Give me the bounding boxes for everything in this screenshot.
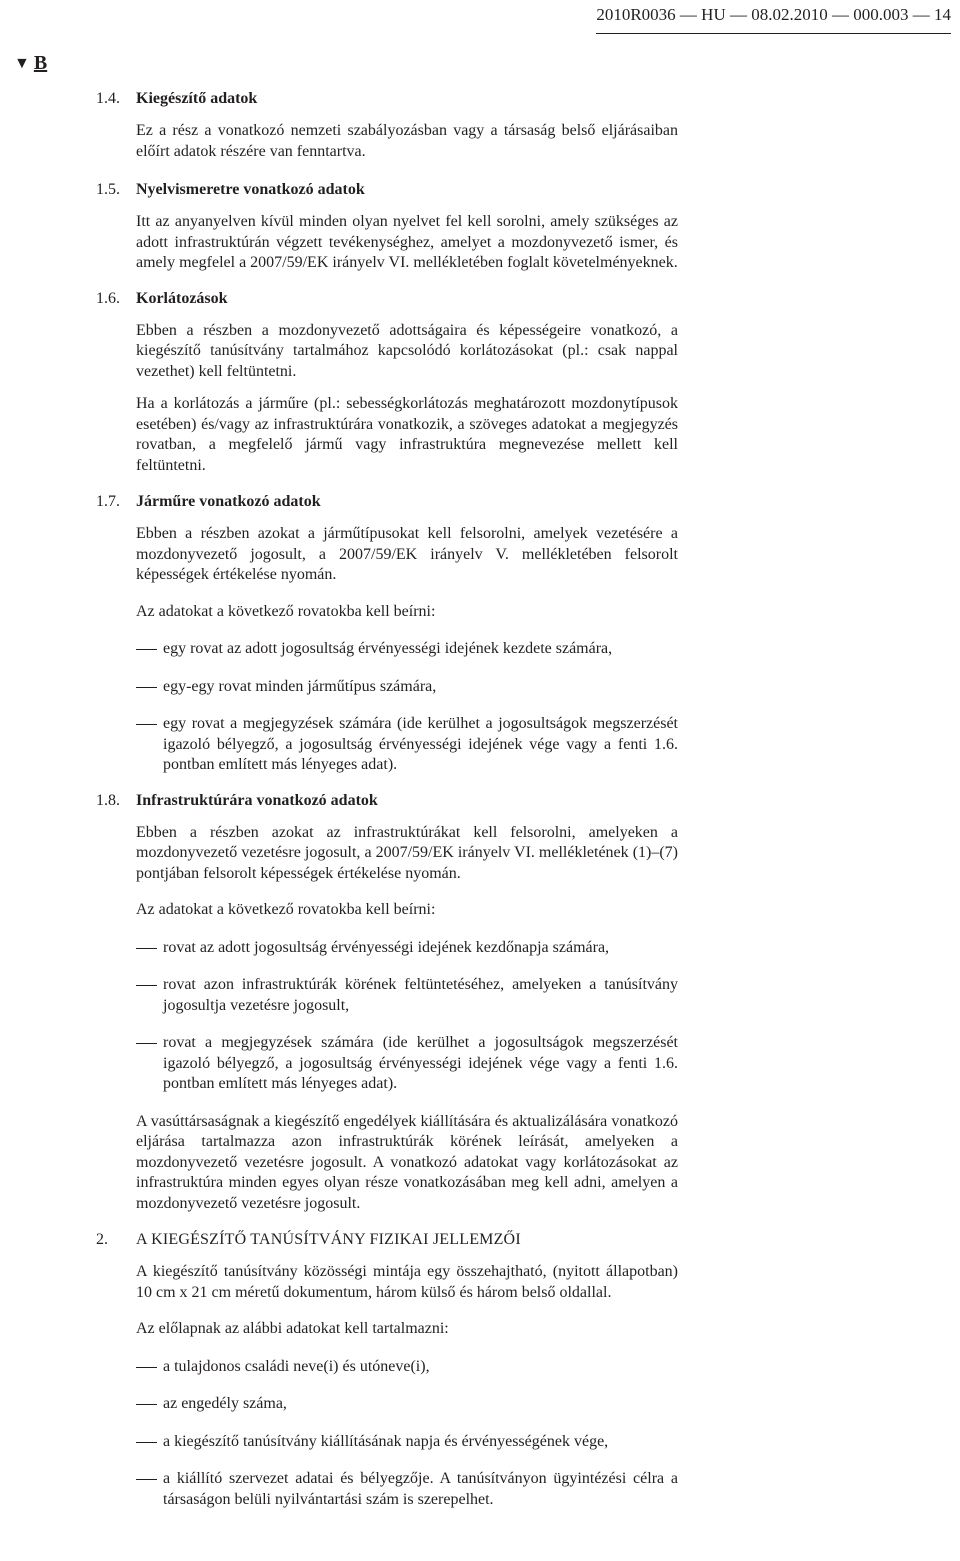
paragraph: Ebben a részben azokat az infrastruktúrákat kell felsorolni, amelyeken a mozdonyvezető vezetésre jogosult, a 2007/59/EK irányelv VI. mellékletének (1)–(7) pontjában felsorolt képességek értékelése nyomán.	[136, 823, 678, 882]
section-title: Kiegészítő adatok	[136, 90, 258, 107]
section-1-6	[0, 288, 960, 477]
list-item-text: a kiegészítő tanúsítvány kiállításának napja és érvényességének vége,	[163, 1432, 609, 1450]
list-item	[136, 714, 678, 776]
paragraph: Az adatokat a következő rovatokba kell beírni:	[136, 602, 436, 620]
paragraph: Az adatokat a következő rovatokba kell beírni:	[136, 901, 436, 918]
list-item	[136, 639, 678, 660]
section-number: 1.7.	[96, 493, 120, 510]
list-item-text: egy rovat a megjegyzések számára (ide kerülhet a jogosultságok megszerzését igazoló bélyegző, a jogosultság érvényességi idejének vége vagy a fenti 1.6. pontban említett más lényeges adat).	[163, 715, 678, 773]
paragraph: Ebben a részben azokat a járműtípusokat kell felsorolni, amelyek vezetésére a mozdonyvezető jogosult, a 2007/59/EK irányelv V. mellékletében felsorolt képességek értékelése nyomán.	[136, 525, 678, 583]
amendment-marker	[14, 52, 47, 75]
section-title: Nyelvismeretre vonatkozó adatok	[136, 181, 365, 198]
list-item-text: a kiállító szervezet adatai és bélyegzője. A tanúsítványon ügyintézési célra a társaságon belüli nyilvántartási szám is szerepelhet.	[163, 1470, 678, 1508]
list-item-text: rovat azon infrastruktúrák körének feltüntetéséhez, amelyeken a tanúsítvány jogosultja vezetésre jogosult,	[163, 976, 678, 1014]
section-number: 1.4.	[96, 90, 120, 107]
section-1-8	[0, 790, 960, 1215]
section-number: 1.5.	[96, 181, 120, 198]
section-1-5	[0, 179, 960, 274]
list-item	[136, 1394, 678, 1415]
header-rule	[596, 33, 951, 34]
section-number: 2.	[96, 1231, 108, 1248]
list-item-text: egy rovat az adott jogosultság érvényességi idejének kezdete számára,	[163, 640, 613, 657]
list-item	[136, 938, 678, 959]
section-2	[0, 1229, 960, 1510]
list-item	[136, 1432, 678, 1453]
paragraph: Itt az anyanyelven kívül minden olyan nyelvet fel kell sorolni, amely szükséges az adott infrastruktúrán végzett tevékenységhez, amelyet a mozdonyvezető ismer, és amely megfelel a 2007/59/EK irányelv VI. mellékletében foglalt követelményeknek.	[136, 213, 678, 271]
paragraph: Ha a korlátozás a járműre (pl.: sebességkorlátozás meghatározott mozdonytípusok esetében) és/vagy az infrastruktúrára vonatkozik, a szöveges adatokat a megjegyzés rovatban, a megfelelő jármű vagy infrastruktúra megnevezése mellett kell feltüntetni.	[136, 395, 678, 474]
paragraph: A kiegészítő tanúsítvány közösségi mintája egy összehajtható, (nyitott állapotban) 10 cm x 21 cm méretű dokumentum, három külső és három belső oldallal.	[136, 1263, 678, 1301]
list-item-text: az engedély száma,	[163, 1395, 287, 1412]
list-item	[136, 1469, 678, 1510]
section-number: 1.8.	[96, 791, 120, 809]
list-item	[136, 1033, 678, 1095]
triangle-down-icon: ▼	[14, 55, 30, 72]
list-item-text: egy-egy rovat minden járműtípus számára,	[163, 677, 437, 695]
header-reference: 2010R0036 — HU — 08.02.2010 — 000.003 — 14	[596, 5, 951, 24]
list-item-text: a tulajdonos családi neve(i) és utóneve(i),	[163, 1357, 430, 1375]
paragraph: A vasúttársaságnak a kiegészítő engedélyek kiállítására és aktualizálására vonatkozó eljárása tartalmazza azon infrastruktúrák körének leírását, amelyeken a mozdonyvezető vezetésre jogosult. A vonatkozó adatokat vagy korlátozásokat az infrastruktúra minden egyes olyan része vonatkozásában meg kell adni, amelyen a mozdonyvezető vezetésre jogosult.	[136, 1112, 678, 1212]
list-item-text: rovat a megjegyzések számára (ide kerülhet a jogosultságok megszerzését igazoló bélyegző, a jogosultság érvényességi idejének vége vagy a fenti 1.6. pontban említett más lényeges adat).	[163, 1034, 678, 1092]
section-title: Infrastruktúrára vonatkozó adatok	[136, 791, 378, 809]
document-body	[0, 88, 960, 1510]
section-title: Korlátozások	[136, 289, 228, 307]
list-item	[136, 677, 678, 698]
section-number: 1.6.	[96, 289, 120, 307]
amendment-letter: B	[33, 52, 48, 74]
paragraph: Ebben a részben a mozdonyvezető adottságaira és képességeire vonatkozó, a kiegészítő tanúsítvány tartalmához kapcsolódó korlátozásokat (pl.: csak nappal vezethet) kell feltüntetni.	[136, 321, 678, 380]
section-1-7	[0, 491, 960, 776]
document-header	[596, 5, 951, 25]
paragraph: Az előlapnak az alábbi adatokat kell tartalmazni:	[136, 1320, 449, 1337]
section-title: A KIEGÉSZÍTŐ TANÚSÍTVÁNY FIZIKAI JELLEMZŐI	[136, 1231, 521, 1248]
section-title: Járműre vonatkozó adatok	[136, 493, 321, 510]
section-1-4	[0, 88, 960, 162]
list-item	[136, 1357, 678, 1378]
paragraph: Ez a rész a vonatkozó nemzeti szabályozásban vagy a társaság belső eljárásaiban előírt adatok részére van fenntartva.	[136, 122, 678, 160]
list-item-text: rovat az adott jogosultság érvényességi idejének kezdőnapja számára,	[163, 938, 610, 956]
list-item	[136, 975, 678, 1016]
